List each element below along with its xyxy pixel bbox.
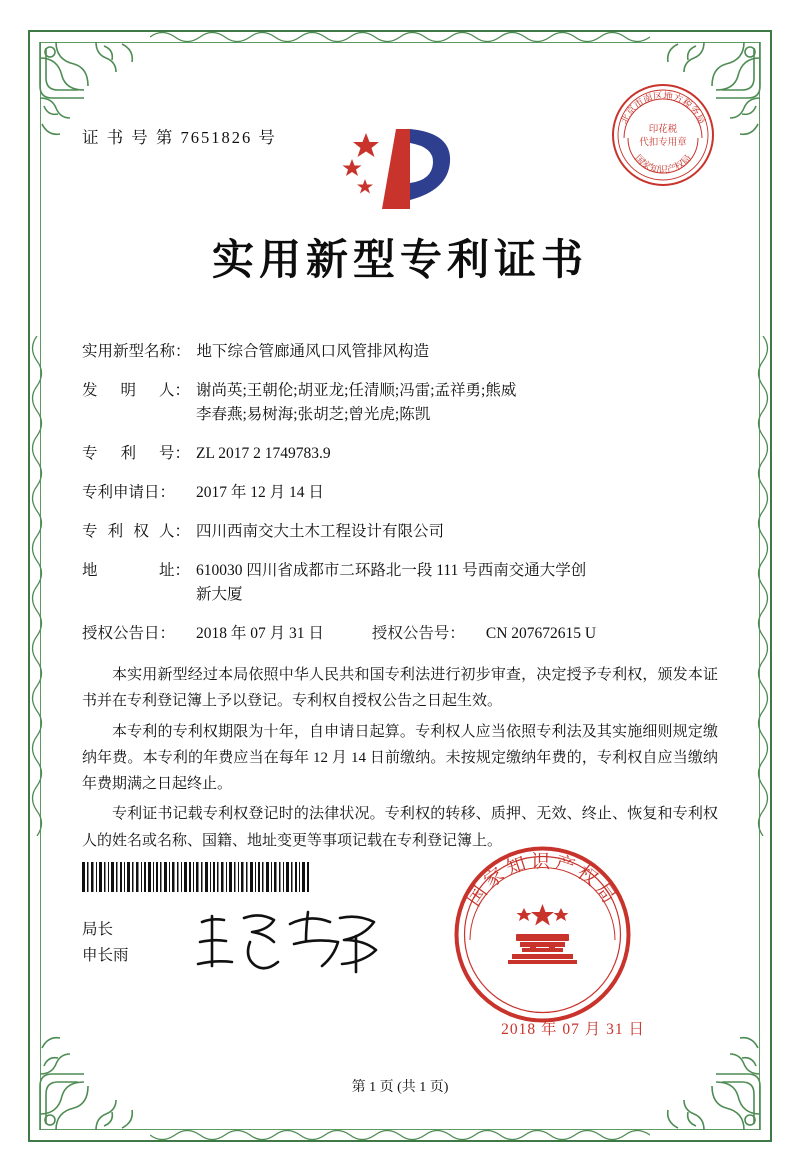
field-value: 四川西南交大土木工程设计有限公司 xyxy=(196,523,445,541)
field-value: 地下综合管廊通风口风管排风构造 xyxy=(196,343,430,360)
page-title: 实用新型专利证书 xyxy=(211,235,588,284)
signature-block xyxy=(82,917,129,970)
field-value: 谢尚英;王朝伦;胡亚龙;任清顺;冯雷;孟祥勇;熊威 xyxy=(196,382,517,400)
certificate-content xyxy=(60,62,740,1110)
legal-text xyxy=(82,662,718,858)
field-value-line2: 李春燕;易树海;张胡芝;曾光虎;陈凯 xyxy=(196,406,431,424)
paragraph: 本专利的专利权期限为十年，自申请日起算。专利权人应当依照专利法及其实施细则规定缴纳年费。本专利的年费应当在每年 12 月 14 日前缴纳。未按规定缴纳年费的，专利权自应当缴纳年费期满之日起终止。 xyxy=(82,723,718,792)
director-title: 局长 xyxy=(82,921,114,938)
svg-text:北京市南区地方税务局: 北京市南区地方税务局 xyxy=(618,90,708,126)
field-label-char: 发 xyxy=(82,382,98,400)
field-label-char: 人： xyxy=(158,382,190,400)
field-value: CN 207672615 U xyxy=(485,625,597,643)
field-label: 授权公告日： xyxy=(82,625,176,643)
svg-text:代扣专用章: 代扣专用章 xyxy=(639,137,687,148)
field-grant-announcement xyxy=(82,622,718,646)
field-value: 2018 年 07 月 31 日 xyxy=(196,625,324,643)
seal-date: 2018 年 07 月 31 日 xyxy=(501,1021,645,1038)
director-name: 申长雨 xyxy=(82,947,129,965)
field-label-char: 专 xyxy=(82,523,98,541)
field-value: 2017 年 12 月 14 日 xyxy=(196,484,324,502)
field-label-char: 地 xyxy=(82,562,98,580)
paragraph: 本实用新型经过本局依照中华人民共和国专利法进行初步审查，决定授予专利权，颁发本证书并在专利登记簿上予以登记。专利权自授权公告之日起生效。 xyxy=(82,667,718,710)
field-label-char: 利 xyxy=(120,445,136,463)
field-utility-model-name xyxy=(82,340,718,364)
field-label-char: 专 xyxy=(82,445,98,463)
handwritten-signature-icon xyxy=(190,902,400,982)
field-label-char: 明 xyxy=(120,382,136,400)
field-label: 实用新型名称： xyxy=(82,343,191,360)
field-patentee xyxy=(82,520,718,544)
field-patent-number xyxy=(82,442,718,466)
field-list xyxy=(82,340,718,656)
svg-text:国家知识产权局: 国家知识产权局 xyxy=(632,153,694,176)
field-label-char: 址： xyxy=(158,562,190,580)
field-label-char: 利 xyxy=(107,523,124,541)
field-label-char: 人： xyxy=(158,523,190,541)
field-label: 授权公告号： xyxy=(371,625,465,643)
official-red-seal-icon xyxy=(450,842,635,1027)
field-value: ZL 2017 2 1749783.9 xyxy=(196,445,331,463)
svg-text:国家知识产权局: 国家知识产权局 xyxy=(462,850,623,911)
field-value-line2: 新大厦 xyxy=(196,586,243,604)
patent-office-logo-icon xyxy=(330,117,470,217)
certificate-number: 证 书 号 第 7651826 号 xyxy=(82,128,277,147)
tax-stamp-icon xyxy=(608,80,718,190)
field-address xyxy=(82,559,718,607)
barcode-icon xyxy=(82,862,312,892)
field-label-char: 权 xyxy=(133,523,149,541)
field-value: 610030 四川省成都市二环路北一段 111 号西南交通大学创 xyxy=(196,562,587,580)
paragraph: 专利证书记载专利权登记时的法律状况。专利权的转移、质押、无效、终止、恢复和专利权人的姓名或名称、国籍、地址变更等事项记载在专利登记簿上。 xyxy=(82,806,718,849)
page-footer: 第 1 页 (共 1 页) xyxy=(351,1080,449,1095)
field-label-char: 号： xyxy=(158,445,190,463)
field-label: 专利申请日： xyxy=(82,484,176,502)
field-inventors xyxy=(82,379,718,427)
svg-text:印花税: 印花税 xyxy=(648,124,678,135)
field-application-date xyxy=(82,481,718,505)
